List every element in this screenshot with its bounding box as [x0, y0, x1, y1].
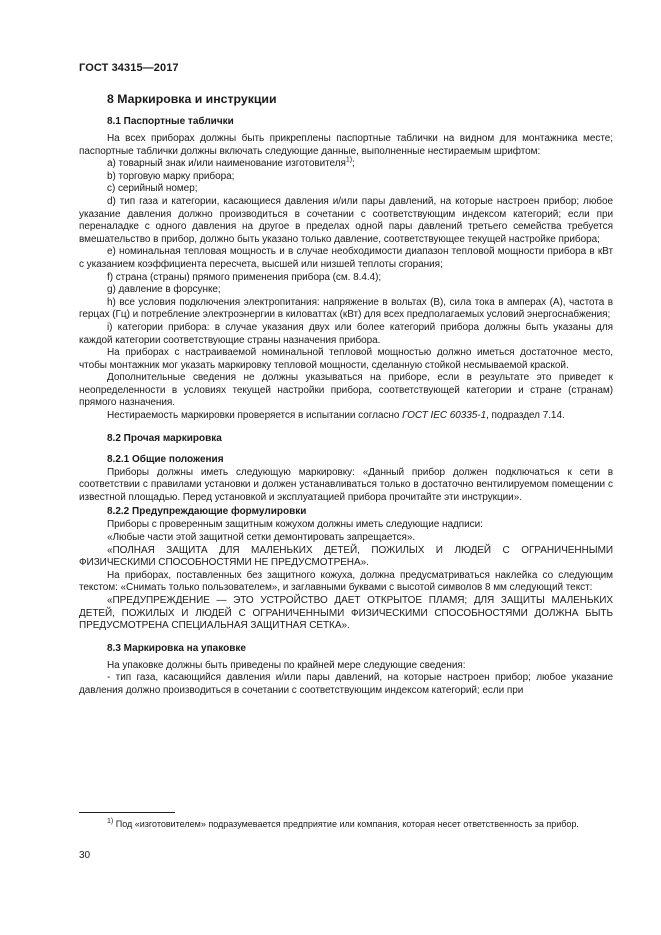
list-item-d: d) тип газа и категории, касающиеся давления и/или пары давлений, на которые настроен прибор; любое указание давления должно производиться в сочетании с соответствующим индексом категорий; если при переналадке с одного давления на другое в пределах одной пары давлений третьего семейства требуется вмешательство в прибор, должно быть указано только давление, соответствующее текущей настройке прибора; [79, 195, 613, 245]
list-item-a: a) товарный знак и/или наименование изготовителя$^{1)}$; [107, 156, 355, 170]
paragraph: - тип газа, касающийся давления и/или пары давлений, на которые настроен прибор; любое указание давления должно производиться в сочетании с соответствующим индексом категорий; если при [79, 672, 613, 696]
list-item-f: f) страна (страны) прямого применения прибора (см. 8.4.4); [107, 271, 382, 283]
section-8-title: 8 Маркировка и инструкции [107, 92, 277, 106]
page-content [79, 90, 613, 698]
list-item-g: g) давление в форсунке; [107, 284, 221, 296]
paragraph: «Любые части этой защитной сетки демонтировать запрещается». [107, 532, 416, 544]
paragraph: На приборах, поставленных без защитного кожуха, должна предусматриваться наклейка со следующим текстом: «Снимать только пользователем», и заглавными буквами с высотой символов 8 мм следующий текст: [79, 569, 613, 594]
footnote-mark: 1) [107, 818, 114, 825]
paragraph: Нестираемость маркировки проверяется в испытании согласно ГОСТ IEC 60335-1, подраздел 7.14. [107, 410, 565, 422]
footnote-ref: 1) [345, 156, 353, 164]
section-8-2-1-title: 8.2.1 Общие положения [107, 453, 224, 465]
standard-reference: ГОСТ IEC 60335-1 [402, 410, 487, 422]
paragraph: «ПРЕДУПРЕЖДЕНИЕ — ЭТО УСТРОЙСТВО ДАЕТ ОТКРЫТОЕ ПЛАМЯ; ДЛЯ ЗАЩИТЫ МАЛЕНЬКИХ ДЕТЕЙ, ПОЖИЛЫХ И ЛЮДЕЙ С ОГРАНИЧЕННЫМИ ФИЗИЧЕСКИМИ СПОСОБНОСТЯМИ ДОЛЖНА БЫТЬ ПРЕДУСМОТРЕНА СПЕЦИАЛЬНАЯ ЗАЩИТНАЯ СЕТКА». [79, 595, 613, 632]
section-8-3-title: 8.3 Маркировка на упаковке [107, 642, 246, 654]
paragraph: На приборах с настраиваемой номинальной тепловой мощностью должно иметься достаточное место, чтобы монтажник мог указать маркировку тепловой мощности, сделанную стойкой несмываемой краской. [79, 347, 613, 371]
list-item-b: b) торговую марку прибора; [107, 170, 235, 182]
page-number: 30 [79, 850, 91, 861]
paragraph: Приборы с проверенным защитным кожухом должны иметь следующие надписи: [107, 519, 483, 531]
section-8-2-title: 8.2 Прочая маркировка [107, 432, 222, 444]
paragraph: На упаковке должны быть приведены по крайней мере следующие сведения: [107, 659, 466, 671]
standard-header: ГОСТ 34315—2017 [79, 62, 179, 74]
list-item-h: h) все условия подключения электропитания: напряжение в вольтах (В), сила тока в амперах (А), частота в герцах (Гц) и потребление электроэнергии в киловаттах (кВт) для всех предполагаемых условий энергоснабжения; [79, 296, 613, 321]
section-8-1-title: 8.1 Паспортные таблички [107, 116, 234, 127]
footnote: $^{1)}$ Под «изготовителем» подразумевается предприятие или компания, которая несет ответственность за прибор. [107, 818, 579, 829]
footnote-divider [79, 812, 175, 813]
list-item-e: e) номинальная тепловая мощность и в случае необходимости диапазон тепловой мощности прибора в кВт с указанием коэффициента пересчета, высшей или низшей теплоты сгорания; [79, 246, 613, 270]
paragraph: «ПОЛНАЯ ЗАЩИТА ДЛЯ МАЛЕНЬКИХ ДЕТЕЙ, ПОЖИЛЫХ И ЛЮДЕЙ С ОГРАНИЧЕННЫМИ ФИЗИЧЕСКИМИ СПОСОБНОСТЯМИ НЕ ПРЕДУСМОТРЕНА». [79, 544, 613, 569]
paragraph: Дополнительные сведения не должны указываться на приборе, если в результате это приведет к неопределенности в условиях текущей настройки прибора, соответствующей категории и стране (странам) прямого назначения. [79, 372, 613, 409]
paragraph: Приборы должны иметь следующую маркировку: «Данный прибор должен подключаться к сети в соответствии с правилами установки и должен устанавливаться только в достаточно вентилируемом помещении с известной площадью. Перед установкой и эксплуатацией прибора прочитайте эти инструкции». [79, 466, 613, 503]
list-item-c: c) серийный номер; [107, 183, 198, 195]
section-8-2-2-title: 8.2.2 Предупреждающие формулировки [107, 506, 307, 518]
list-item-i: i) категории прибора: в случае указания двух или более категорий прибора должны быть указаны для каждой категории соответствующие страны назначения прибора. [79, 321, 613, 346]
paragraph: На всех приборах должны быть прикреплены паспортные таблички на видном для монтажника месте; паспортные таблички должны включать следующие данные, выполненные нестираемым шрифтом: [79, 133, 613, 157]
